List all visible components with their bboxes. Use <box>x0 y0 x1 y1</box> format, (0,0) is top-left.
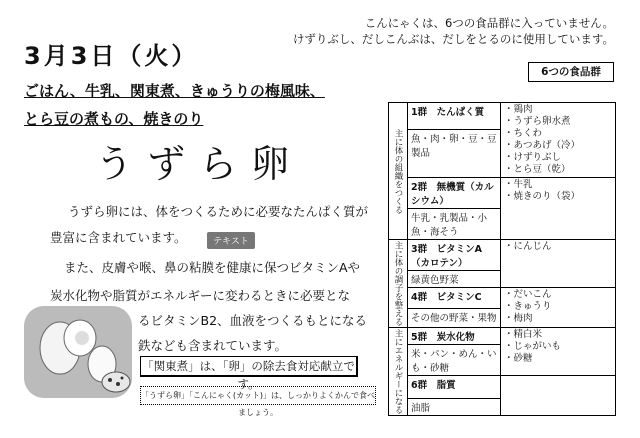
group-1-sub: 魚・肉・卵・豆・豆製品 <box>408 129 501 177</box>
food-groups-title: 6つの食品群 <box>528 62 614 82</box>
table-row <box>389 240 616 271</box>
group-6-name: 6群 脂質 <box>408 376 501 399</box>
body-text-1a: うずら卵には、体をつくるために必要なたんぱく質が <box>68 204 369 219</box>
table-row <box>389 328 616 345</box>
group-3-items: ・にんじん <box>501 240 616 288</box>
category-body-condition: 主に体の調子を整える <box>389 240 408 328</box>
menu-line-2: とら豆の煮もの、焼きのり <box>24 110 204 128</box>
text-tag: テキスト <box>207 232 255 249</box>
quail-egg-illustration <box>22 300 138 404</box>
note-dashi: けずりぶし、だしこんぶは、だしをとるのに使用しています。 <box>292 32 614 46</box>
group-1-items: ・鶏肉 ・うずら卵水煮 ・ちくわ ・あつあげ（冷） ・けずりぶし ・とら豆（乾） <box>501 103 616 178</box>
group-4-name: 4群 ビタミンC <box>408 288 501 309</box>
body-text-2d: 鉄なども含まれています。 <box>138 338 288 353</box>
menu-line-1: ごはん、牛乳、関東煮、きゅうりの梅風味、 <box>24 82 325 100</box>
category-energy: 主にエネルギーになる <box>389 328 408 416</box>
body-text-1b: 豊富に含まれています。 <box>50 230 187 245</box>
table-row <box>389 376 616 399</box>
group-2-items: ・牛乳 ・焼きのり（袋） <box>501 178 616 240</box>
allergen-note: 「関東煮」は、「卵」の除去食対応献立です。 <box>140 356 358 377</box>
body-text-2c: るビタミンB2、血液をつくるもとになる <box>138 313 368 328</box>
table-row <box>389 178 616 209</box>
group-3-name: 3群 ビタミンA（カロテン） <box>408 240 501 271</box>
group-2-name: 2群 無機質（カルシウム） <box>408 178 501 209</box>
body-text-2a: また、皮膚や喉、鼻の粘膜を健康に保つビタミンAや <box>64 260 361 275</box>
headline: うずら卵 <box>95 142 304 186</box>
group-5-items: ・精白米 ・じゃがいも ・砂糖 <box>501 328 616 376</box>
group-6-sub: 油脂 <box>408 399 501 416</box>
category-body-tissue: 主に体の組織をつくる <box>389 103 408 240</box>
group-2-sub: 牛乳・乳製品・小魚・海そう <box>408 209 501 240</box>
group-1-name: 1群 たんぱく質 <box>408 103 501 130</box>
group-6-items <box>501 376 616 416</box>
table-row <box>389 288 616 309</box>
group-3-sub: 緑黄色野菜 <box>408 271 501 288</box>
group-5-sub: 米・パン・めん・いも・砂糖 <box>408 345 501 376</box>
body-text-2b: 炭水化物や脂質がエネルギーに変わるときに必要とな <box>50 288 351 303</box>
group-4-sub: その他の野菜・果物 <box>408 308 501 328</box>
chewing-note: 「うずら卵」「こんにゃく(カット)」は、しっかりよくかんで食べましょう。 <box>140 386 376 405</box>
food-groups-table <box>388 102 616 416</box>
date-heading: 3月3日（火） <box>24 42 199 70</box>
table-row <box>389 103 616 130</box>
group-5-name: 5群 炭水化物 <box>408 328 501 345</box>
group-4-items: ・だいこん ・きゅうり ・梅肉 <box>501 288 616 328</box>
note-konnyaku: こんにゃくは、6つの食品群に入っていません。 <box>364 16 614 30</box>
